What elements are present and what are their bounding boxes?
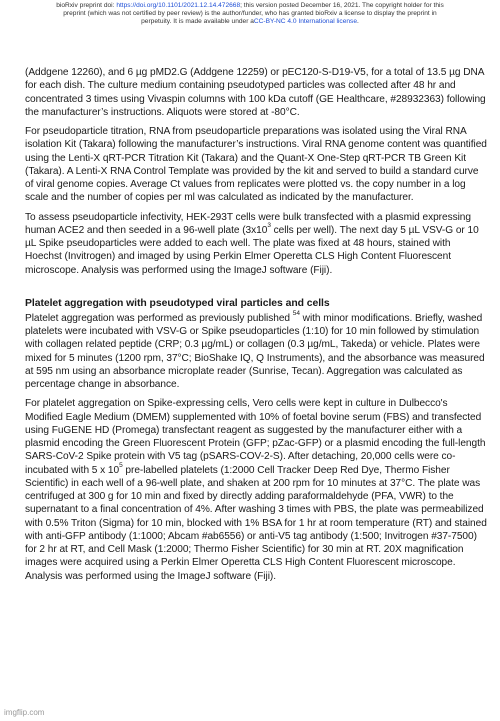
license-link[interactable]: CC-BY-NC 4.0 International license — [253, 18, 358, 25]
watermark: imgflip.com — [4, 708, 45, 717]
section-spacer — [25, 283, 487, 297]
paragraph-infectivity: To assess pseudoparticle infectivity, HEK-293T cells were bulk transfected with a plasmid expressing human ACE2 and then seeded in a 96-well plate ($3x10^3$ cells per well). The next day 5 µL VSV-G or 10 µL Spike pseudoparticles were added to each well. The plate was fixed at 48 hours, stained with Hoechst (Invitrogen) and imaged by using Perkin Elmer Operetta CLS High Content Fluorescent microscope. Analysis was performed using the ImageJ software (Fiji). — [25, 211, 479, 276]
citation-superscript: 54 — [292, 310, 300, 318]
preprint-header — [6, 2, 494, 26]
paragraph-platelet-aggregation: Platelet aggregation was performed as previously published $^{54}$ with minor modifications. Briefly, washed platelets were incubated with VSV-G or Spike pseudoparticles (1:10) for 10 min followed by stimulation with collagen related peptide (CRP; 0.3 µg/mL) or collagen (0.3 µg/mL, Takeda) or vehicle. Plates were mixed for 5 minutes (1200 rpm, 37°C; BioShake IQ, Q Instruments), and the absorbance was measured at 595 nm using an absorbance microplate reader (Sunrise, Tecan). Aggregation was calculated as percentage change in absorbance. — [25, 310, 485, 390]
section-heading: Platelet aggregation with pseudotyped viral particles and cells — [25, 297, 330, 309]
header-line-2: preprint (which was not certified by peer review) is the author/funder, who has granted bioRxiv a license to display the preprint in — [63, 10, 437, 17]
paragraph-titration: For pseudoparticle titration, RNA from pseudoparticle preparations was isolated using the Viral RNA isolation Kit (Takara) following the manufacturer’s instructions. Viral RNA genome content was quantified using the Lenti-X qRT-PCR Titration Kit (Takara) and the Quant-X One-Step qRT-PCR TB Green Kit (Takara). A Lenti-X RNA Control Template was provided by the kit and served to build a standard curve of viral genome copies. Average Ct values from replicates were plotted vs. the copy number in a log scale and the number of copies per ml was calculated as indicated by the manufacturer. — [25, 126, 487, 204]
header-line-1: bioRxiv preprint doi: https://doi.org/10.1101/2021.12.14.472668; this version posted December 16, 2021. The copyright holder for this — [56, 2, 444, 9]
doi-link[interactable]: https://doi.org/10.1101/2021.12.14.472668 — [116, 2, 241, 9]
header-line-3: perpetuity. It is made available under aCC-BY-NC 4.0 International license. — [141, 18, 359, 25]
paragraph-transfection: (Addgene 12260), and 6 µg pMD2.G (Addgene 12259) or pEC120-S-D19-V5, for a total of 13.5 µg DNA for each dish. The culture medium containing pseudotyped particles was collected after 48 hr and concentrated 3 times using Vivaspin columns with 100 kDa cutoff (GE Healthcare, #28932363) following the manufacturer’s instructions. Aliquots were stored at -80°C. — [25, 67, 486, 118]
paragraph-spike-cells: For platelet aggregation on Spike-expressing cells, Vero cells were kept in culture in Dulbecco's Modified Eagle Medium (DMEM) supplemented with 10% of foetal bovine serum (FBS) and transfected using FuGENE HD (Promega) transfectant reagent as suggested by the manufacturer either with a plasmid encoding the Green Fluorescent Protein (GFP; pZac-GFP) or a plasmid encoding the full-length SARS-CoV-2 Spike protein with V5 tag (pSARS-COV-2-S). After detaching, 20,000 cells were co-incubated with 5 x $10^5$ pre-labelled platelets (1:2000 Cell Tracker Deep Red Dye, Thermo Fisher Scientific) in each well of a 96-well plate, and shaken at 200 rpm for 10 minutes at 37°C. The plate was centrifuged at 300 g for 10 min and fixed by directly adding paraformaldehyde (PFA, VWR) to the supernatant to a final concentration of 4%. After washing 3 times with PBS, the plate was permeabilized with 0.5% Triton (Sigma) for 10 min, blocked with 1% BSA for 1 hr at room temperature (RT) and stained with anti-GFP antibody (1:1000; Abcam #ab6556) or anti-V5 tag antibody (1:500; Invitrogen #37-7500) for 2 hr at RT, and Cell Mask (1:2000; Thermo Fisher Scientific) for 30 min at RT. 20X magnification images were acquired using a Perkin Elmer Operetta CLS High Content Fluorescent microscope. Analysis was performed using the ImageJ software (Fiji). — [25, 398, 487, 582]
document-body — [25, 66, 487, 589]
